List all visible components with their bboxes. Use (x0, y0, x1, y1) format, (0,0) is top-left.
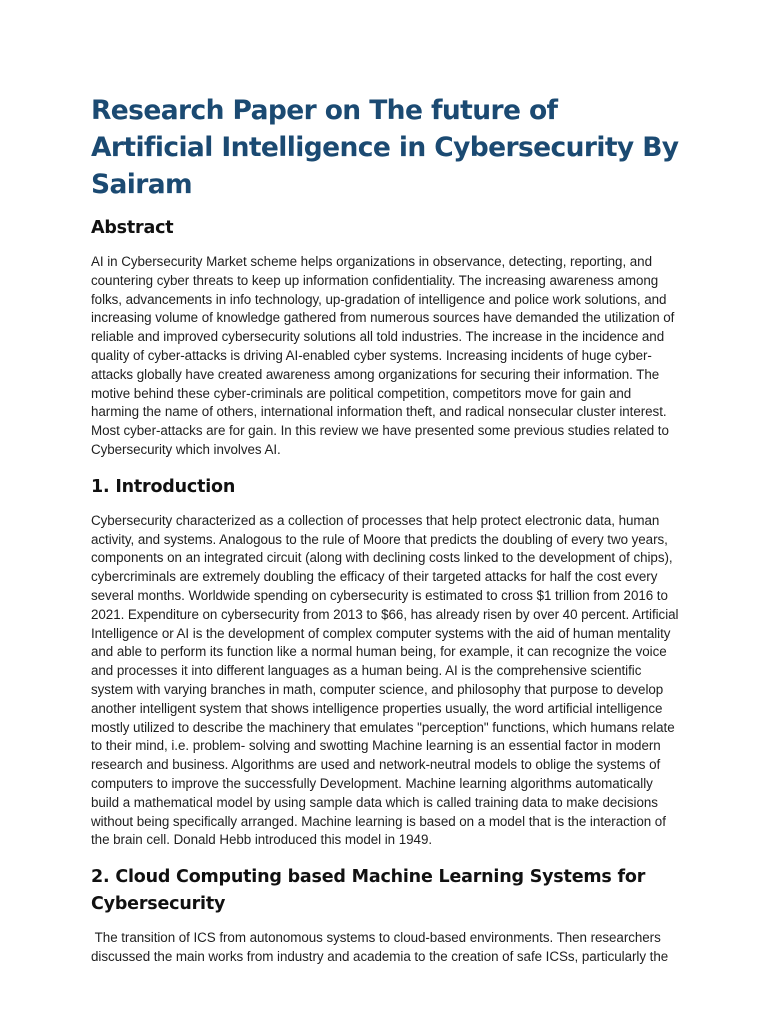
document-page (91, 92, 681, 967)
introduction-heading: 1. Introduction (91, 476, 236, 497)
abstract-text: AI in Cybersecurity Market scheme helps organizations in observance, detecting, reporting, and countering cyber threats to keep up information confidentiality. The increasing awareness among folks, advancements in info technology, up-gradation of intelligence and police work solutions, and increasing volume of knowledge gathered from numerous sources have demanded the utilization of reliable and improved cybersecurity solutions all told industries. The increase in the incidence and quality of cyber-attacks is driving AI-enabled cyber systems. Increasing incidents of huge cyber-attacks globally have created awareness among organizations for securing their information. The motive behind these cyber-criminals are political competition, competitors move for gain and harming the name of others, international information theft, and radical nonsecular cluster interest. Most cyber-attacks are for gain. In this review we have presented some previous studies related to Cybersecurity which involves AI. (91, 254, 679, 457)
introduction-text: Cybersecurity characterized as a collection of processes that help protect electronic data, human activity, and systems. Analogous to the rule of Moore that predicts the doubling of every two years, components on an integrated circuit (along with declining costs linked to the development of chips), cybercriminals are extremely doubling the efficacy of their targeted attacks for half the cost every several months. Worldwide spending on cybersecurity is estimated to cross $1 trillion from 2016 to 2021. Expenditure on cybersecurity from 2013 to $66, has already risen by over 40 percent. Artificial Intelligence or AI is the development of complex computer systems with the aid of human mentality and able to perform its function like a normal human being, for example, it can recognize the voice and processes it into different languages as a human being. AI is the comprehensive scientific system with varying branches in math, computer science, and philosophy that purpose to develop another intelligent system that shows intelligence properties usually, the word artificial intelligence mostly utilized to describe the machinery that emulates "perception" functions, which humans relate to their mind, i.e. problem- solving and swotting Machine learning is an essential factor in modern research and business. Algorithms are used and network-neutral models to oblige the systems of computers to improve the successfully Development. Machine learning algorithms automatically build a mathematical model by using sample data which is called training data to make decisions without being specifically arranged. Machine learning is based on a model that is the interaction of the brain cell. Donald Hebb introduced this model in 1949. (91, 512, 683, 848)
section2-heading: 2. Cloud Computing based Machine Learning Systems for Cybersecurity (91, 867, 646, 915)
abstract-heading: Abstract (91, 218, 174, 238)
section2-text: The transition of ICS from autonomous systems to cloud-based environments. Then researchers discussed the main works from industry and academia to the creation of safe ICSs, particularly the (91, 930, 669, 964)
paper-title: Research Paper on The future of Artificial Intelligence in Cybersecurity By Sairam (91, 95, 679, 200)
